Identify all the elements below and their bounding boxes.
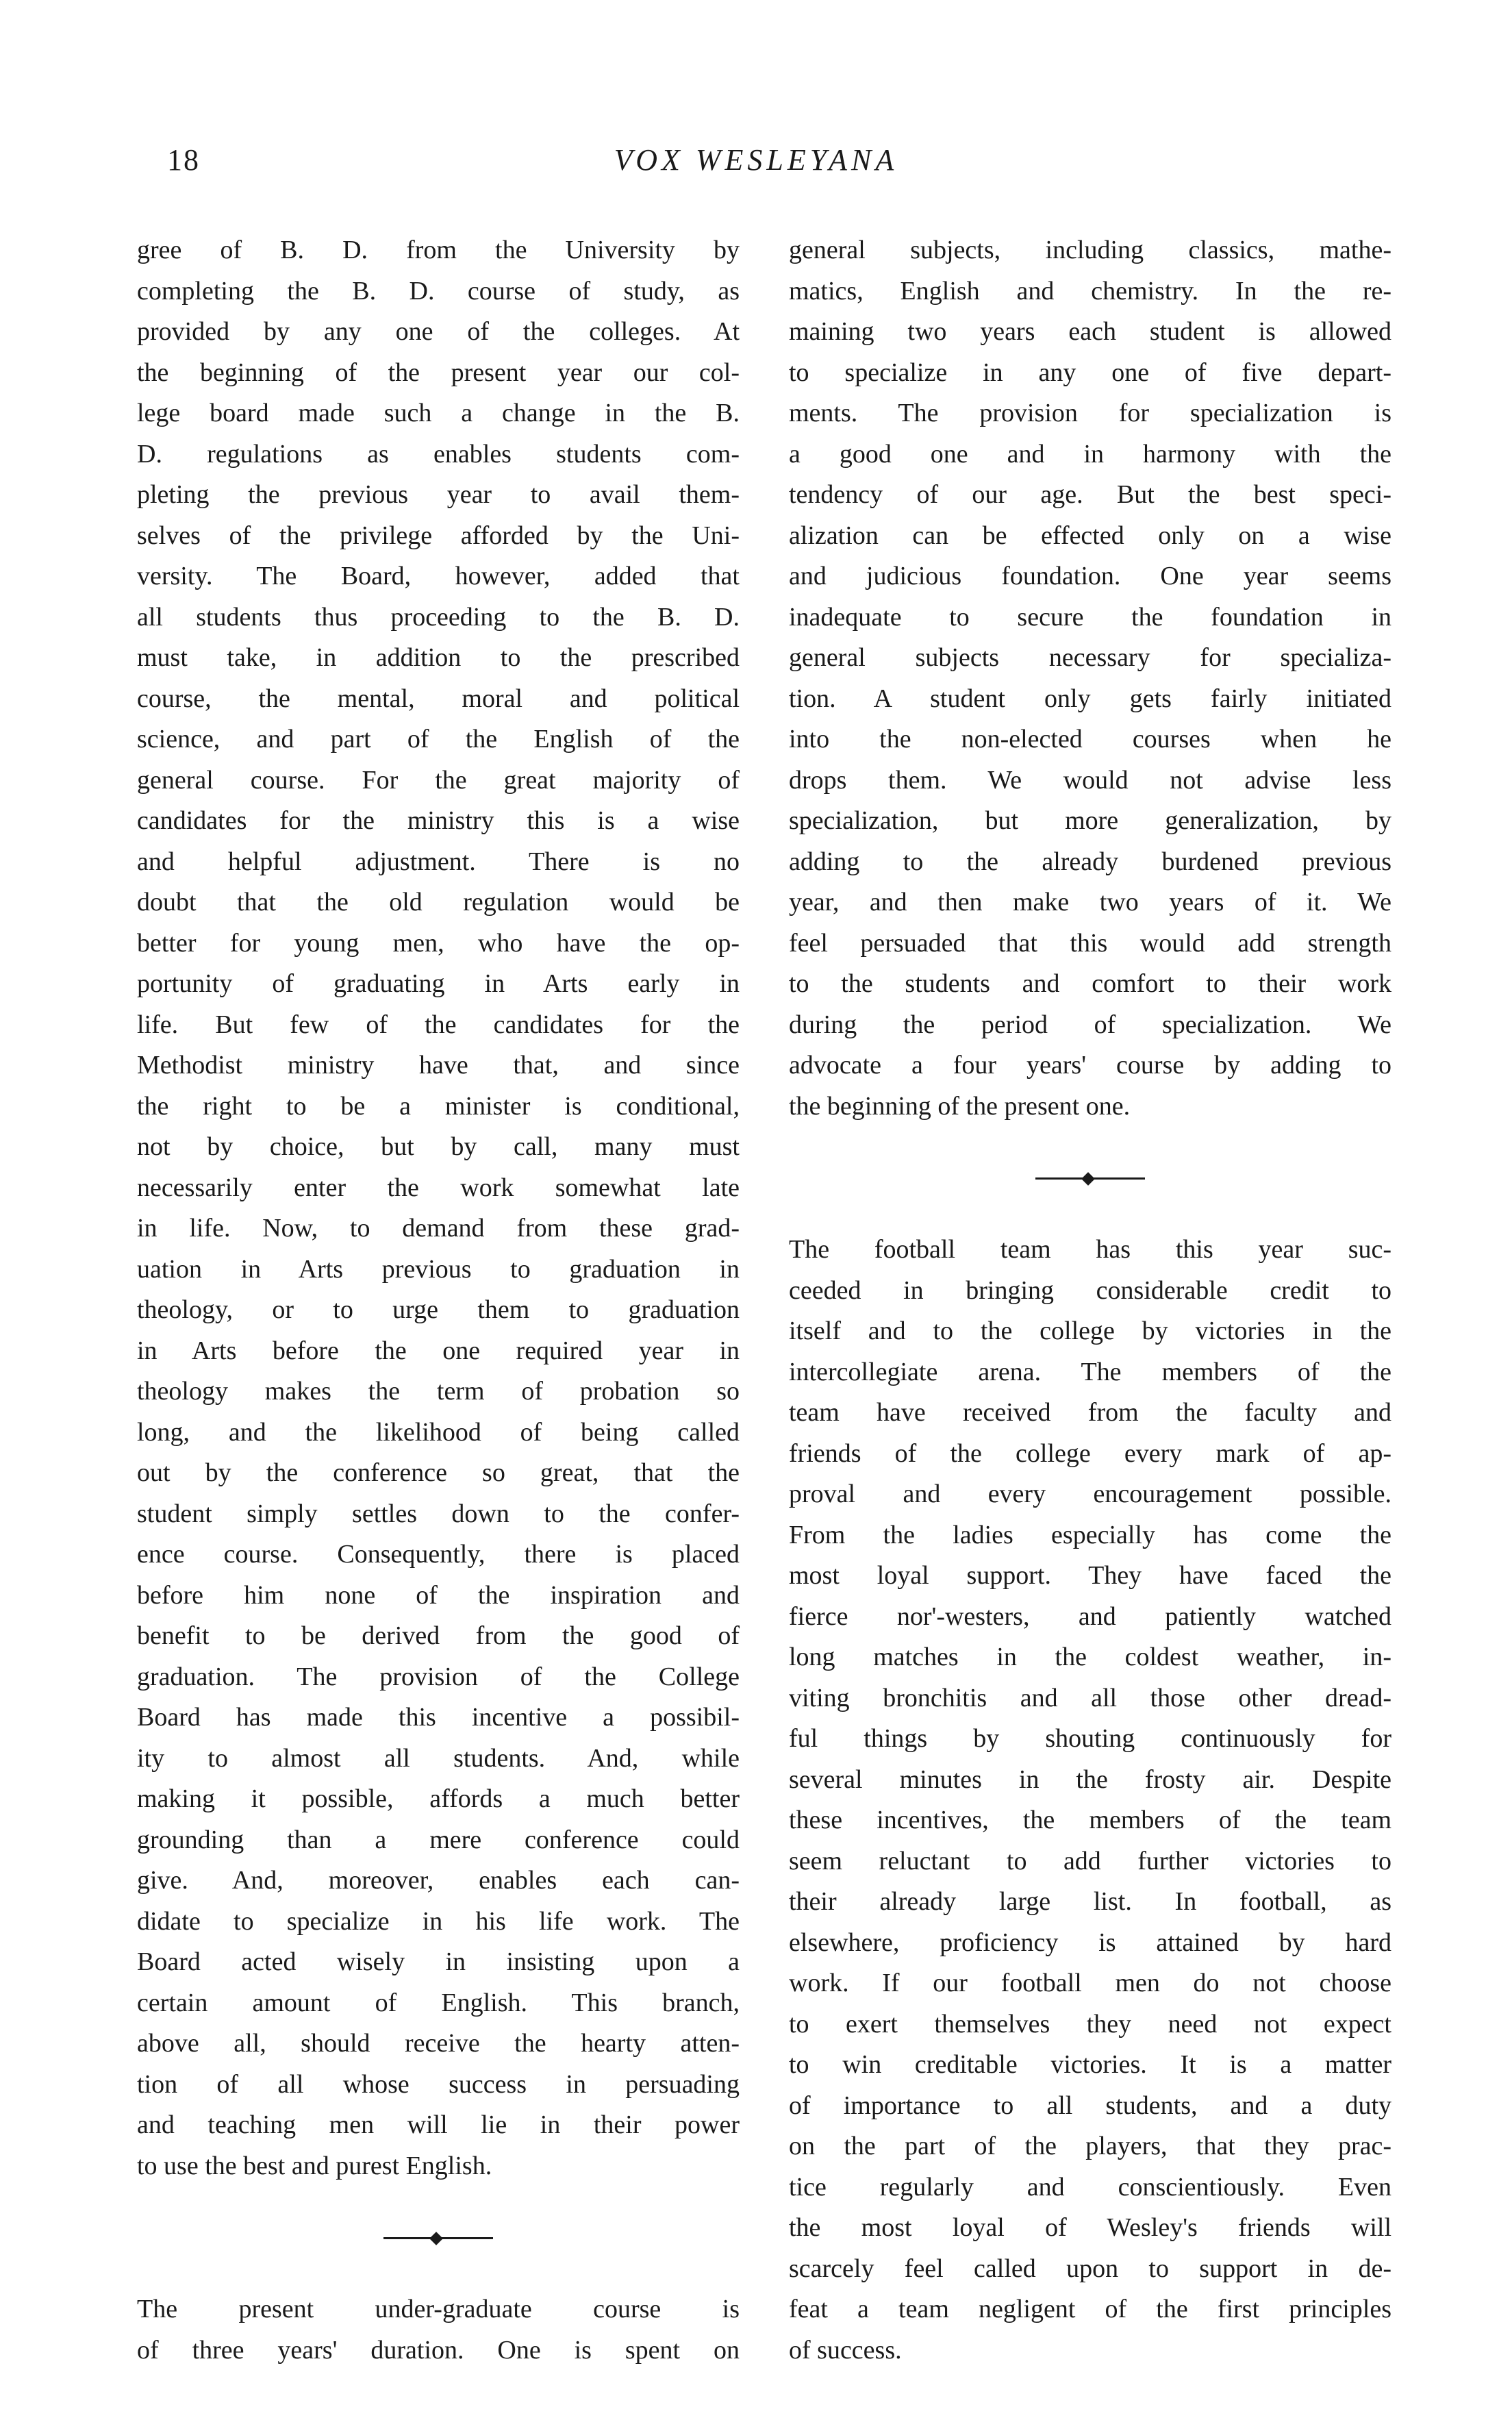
text-line: specialization, but more generalization, by [789, 806, 1391, 835]
text-line: itself and to the college by victories in the [789, 1317, 1391, 1345]
running-head-title: VOX WESLEYANA [614, 143, 898, 177]
text-line: to exert themselves they need not expect [789, 2009, 1391, 2039]
text-line: to the students and comfort to their work [789, 969, 1391, 998]
text-line: above all, should receive the hearty atten- [137, 2029, 740, 2058]
section-separator [789, 1127, 1391, 1230]
right-column [789, 230, 1391, 2371]
text-line: year, and then make two years of it. We [789, 888, 1391, 917]
text-line: necessarily enter the work somewhat late [137, 1173, 740, 1202]
text-line: in Arts before the one required year in [137, 1336, 740, 1365]
text-line: to use the best and purest English. [137, 2151, 492, 2180]
text-line: Board has made this incentive a possibil- [137, 1703, 740, 1732]
text-line: course, the mental, moral and political [137, 684, 740, 713]
text-line: graduation. The provision of the College [137, 1662, 740, 1691]
text-line: advocate a four years' course by adding to [789, 1051, 1391, 1080]
text-line: the most loyal of Wesley's friends will [789, 2213, 1391, 2242]
text-line: making it possible, affords a much better [137, 1784, 740, 1813]
separator-ornament [383, 2237, 493, 2239]
text-line: in life. Now, to demand from these grad- [137, 1214, 740, 1243]
text-line: pleting the previous year to avail them- [137, 480, 740, 509]
text-line: of three years' duration. One is spent on [137, 2335, 740, 2365]
text-line: science, and part of the English of the [137, 725, 740, 753]
text-line: benefit to be derived from the good of [137, 1621, 740, 1650]
text-line: tendency of our age. But the best speci- [789, 480, 1391, 509]
right-paragraph-1 [789, 230, 1391, 1127]
text-line: doubt that the old regulation would be [137, 888, 740, 917]
text-line: feel persuaded that this would add strength [789, 928, 1391, 958]
text-line: tion of all whose success in persuading [137, 2069, 740, 2099]
text-line: on the part of the players, that they prac- [789, 2132, 1391, 2160]
text-line: and teaching men will lie in their power [137, 2110, 740, 2139]
text-line: tion. A student only gets fairly initiated [789, 684, 1391, 713]
text-line: these incentives, the members of the team [789, 1806, 1391, 1834]
text-line: several minutes in the frosty air. Despite [789, 1765, 1391, 1794]
text-line: ence course. Consequently, there is placed [137, 1540, 740, 1569]
text-line: elsewhere, proficiency is attained by hard [789, 1928, 1391, 1957]
text-line: the beginning of the present one. [789, 1091, 1131, 1121]
text-line: to win creditable victories. It is a matter [789, 2050, 1391, 2079]
text-line: From the ladies especially has come the [789, 1520, 1391, 1549]
text-line: The football team has this year suc- [789, 1235, 1391, 1264]
text-line: uation in Arts previous to graduation in [137, 1254, 740, 1284]
text-line: didate to specialize in his life work. The [137, 1906, 740, 1936]
text-line: ful things by shouting continuously for [789, 1724, 1391, 1753]
text-line: general course. For the great majority of [137, 765, 740, 795]
text-line: feat a team negligent of the first principles [789, 2295, 1391, 2323]
text-line: adding to the already burdened previous [789, 847, 1391, 876]
text-line: must take, in addition to the prescribed [137, 643, 740, 672]
text-line: better for young men, who have the op- [137, 928, 740, 958]
text-line: The present under-graduate course is [137, 2295, 740, 2323]
text-line: lege board made such a change in the B. [137, 399, 740, 427]
text-line: theology, or to urge them to graduation [137, 1295, 740, 1324]
text-line: during the period of specialization. We [789, 1010, 1391, 1039]
text-line: drops them. We would not advise less [789, 765, 1391, 795]
text-line: inadequate to secure the foundation in [789, 602, 1391, 632]
text-line: candidates for the ministry this is a wise [137, 806, 740, 835]
page-number: 18 [167, 143, 200, 177]
text-line: long, and the likelihood of being called [137, 1417, 740, 1447]
text-line: most loyal support. They have faced the [789, 1561, 1391, 1590]
text-line: into the non-elected courses when he [789, 725, 1391, 753]
text-line: ity to almost all students. And, while [137, 1743, 740, 1773]
text-line: versity. The Board, however, added that [137, 562, 740, 590]
text-line: theology makes the term of probation so [137, 1377, 740, 1406]
text-line: ceeded in bringing considerable credit to [789, 1275, 1391, 1305]
left-column [137, 230, 740, 2371]
text-line: student simply settles down to the confer- [137, 1499, 740, 1528]
text-line: to specialize in any one of five depart- [789, 358, 1391, 387]
text-line: out by the conference so great, that the [137, 1458, 740, 1487]
text-line: matics, English and chemistry. In the re- [789, 276, 1391, 306]
separator-ornament [1035, 1177, 1145, 1180]
text-line: provided by any one of the colleges. At [137, 317, 740, 346]
text-line: completing the B. D. course of study, as [137, 276, 740, 306]
text-line: life. But few of the candidates for the [137, 1010, 740, 1039]
text-line: general subjects, including classics, mathe- [789, 236, 1391, 264]
text-line: gree of B. D. from the University by [137, 236, 740, 264]
left-paragraph-2 [137, 2289, 740, 2371]
text-line: selves of the privilege afforded by the Uni- [137, 521, 740, 550]
text-line: all students thus proceeding to the B. D. [137, 602, 740, 632]
text-line: and judicious foundation. One year seems [789, 562, 1391, 590]
text-line: ments. The provision for specialization is [789, 399, 1391, 427]
text-line: their already large list. In football, as [789, 1887, 1391, 1916]
text-line: not by choice, but by call, many must [137, 1132, 740, 1161]
text-line: work. If our football men do not choose [789, 1969, 1391, 1997]
left-paragraph-1 [137, 230, 740, 2186]
text-line: team have received from the faculty and [789, 1398, 1391, 1427]
text-line: Methodist ministry have that, and since [137, 1051, 740, 1080]
text-line: grounding than a mere conference could [137, 1825, 740, 1854]
text-line: general subjects necessary for specializa- [789, 643, 1391, 672]
text-line: seem reluctant to add further victories to [789, 1846, 1391, 1875]
text-line: of success. [789, 2335, 902, 2365]
text-line: of importance to all students, and a duty [789, 2091, 1391, 2120]
text-line: Board acted wisely in insisting upon a [137, 1947, 740, 1976]
text-line: and helpful adjustment. There is no [137, 847, 740, 876]
text-line: portunity of graduating in Arts early in [137, 969, 740, 998]
text-line: alization can be effected only on a wise [789, 521, 1391, 550]
text-line: a good one and in harmony with the [789, 439, 1391, 469]
text-line: friends of the college every mark of ap- [789, 1438, 1391, 1468]
text-line: viting bronchitis and all those other dread- [789, 1683, 1391, 1712]
section-separator [137, 2186, 740, 2289]
text-line: give. And, moreover, enables each can- [137, 1866, 740, 1895]
right-paragraph-2 [789, 1230, 1391, 2371]
text-line: the beginning of the present year our col- [137, 358, 740, 387]
text-line: before him none of the inspiration and [137, 1580, 740, 1610]
text-line: the right to be a minister is conditional, [137, 1091, 740, 1121]
text-line: long matches in the coldest weather, in- [789, 1643, 1391, 1671]
text-line: proval and every encouragement possible. [789, 1480, 1391, 1508]
text-line: D. regulations as enables students com- [137, 439, 740, 469]
text-line: maining two years each student is allowed [789, 317, 1391, 346]
text-line: scarcely feel called upon to support in de- [789, 2254, 1391, 2283]
text-line: fierce nor'-westers, and patiently watched [789, 1601, 1391, 1631]
text-line: tice regularly and conscientiously. Even [789, 2172, 1391, 2202]
text-line: certain amount of English. This branch, [137, 1988, 740, 2017]
text-line: intercollegiate arena. The members of the [789, 1357, 1391, 1386]
